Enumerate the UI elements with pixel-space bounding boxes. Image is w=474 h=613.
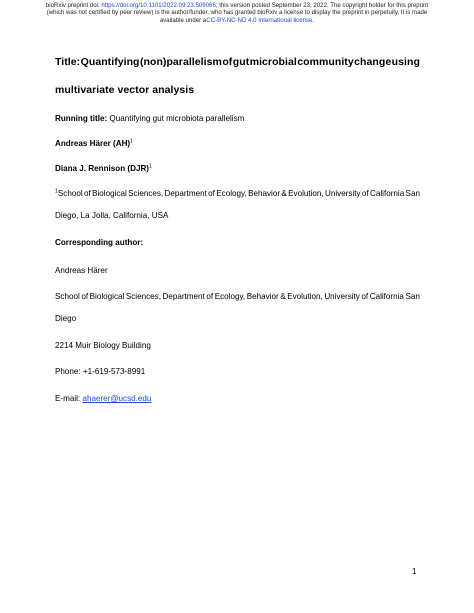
author-affiliation-marker: 1 xyxy=(130,138,134,145)
title-word: microbial xyxy=(249,56,297,68)
title-word: of xyxy=(222,56,233,68)
author-name: Andreas Härer (AH) xyxy=(55,139,131,148)
title-word: gut xyxy=(232,56,250,68)
affiliation-line-2: Diego, La Jolla, California, USA xyxy=(55,211,169,220)
phone-number: Phone: +1-619-573-8991 xyxy=(55,367,146,376)
building-address: 2214 Muir Biology Building xyxy=(55,341,151,350)
email-label: E-mail: xyxy=(55,394,83,403)
doi-link[interactable]: https://doi.org/10.1101/2022.09.23.509066 xyxy=(101,2,216,9)
title-word: change xyxy=(354,56,392,68)
title-word: community xyxy=(297,56,354,68)
corresponding-author-heading: Corresponding author: xyxy=(55,238,144,247)
running-title xyxy=(55,114,244,123)
author-name: Diana J. Rennison (DJR) xyxy=(55,164,149,173)
email-link[interactable]: ahaerer@ucsd.edu xyxy=(82,394,152,403)
license-link[interactable]: CC-BY-NC-ND 4.0 International license xyxy=(206,16,313,24)
title-word: (non)parallelism xyxy=(139,56,222,68)
running-title-label: Running title: xyxy=(55,114,108,123)
preprint-banner xyxy=(28,2,446,24)
author-affiliation-marker: 1 xyxy=(149,163,152,170)
banner-line-3: available under aCC-BY-NC-ND 4.0 International license. xyxy=(159,16,315,24)
running-title-text: Quantifying gut microbiota parallelism xyxy=(107,114,245,123)
page-number: 1 xyxy=(412,567,417,576)
banner-line-2: (which was not certified by peer review) is the author/funder, who has granted bioRxiv a license to display the preprint in perpetuity. It is made xyxy=(46,9,428,17)
banner-line-1: bioRxiv preprint doi: https://doi.org/10.1101/2022.09.23.509066; this version posted September 23, 2022. The copyright holder for this preprint xyxy=(45,2,429,9)
address-line-1: School of Biological Sciences, Department of Ecology, Behavior & Evolution, University of California San xyxy=(55,292,420,301)
author-1 xyxy=(55,139,133,148)
title-word: Quantifying xyxy=(80,56,140,68)
email-line xyxy=(55,394,151,403)
paper-title-line-2: multivariate vector analysis xyxy=(55,84,195,96)
author-2 xyxy=(55,164,152,173)
address-line-2: Diego xyxy=(55,314,77,323)
corresponding-author-name: Andreas Härer xyxy=(55,266,108,275)
title-word: using xyxy=(391,56,420,68)
title-word: Title: xyxy=(55,56,81,68)
affiliation-line-1: $^1$School of Biological Sciences, Department of Ecology, Behavior & Evolution, University of California San xyxy=(55,188,420,198)
paper-title-line-1 xyxy=(55,56,420,68)
affiliation-marker: 1 xyxy=(55,188,58,195)
